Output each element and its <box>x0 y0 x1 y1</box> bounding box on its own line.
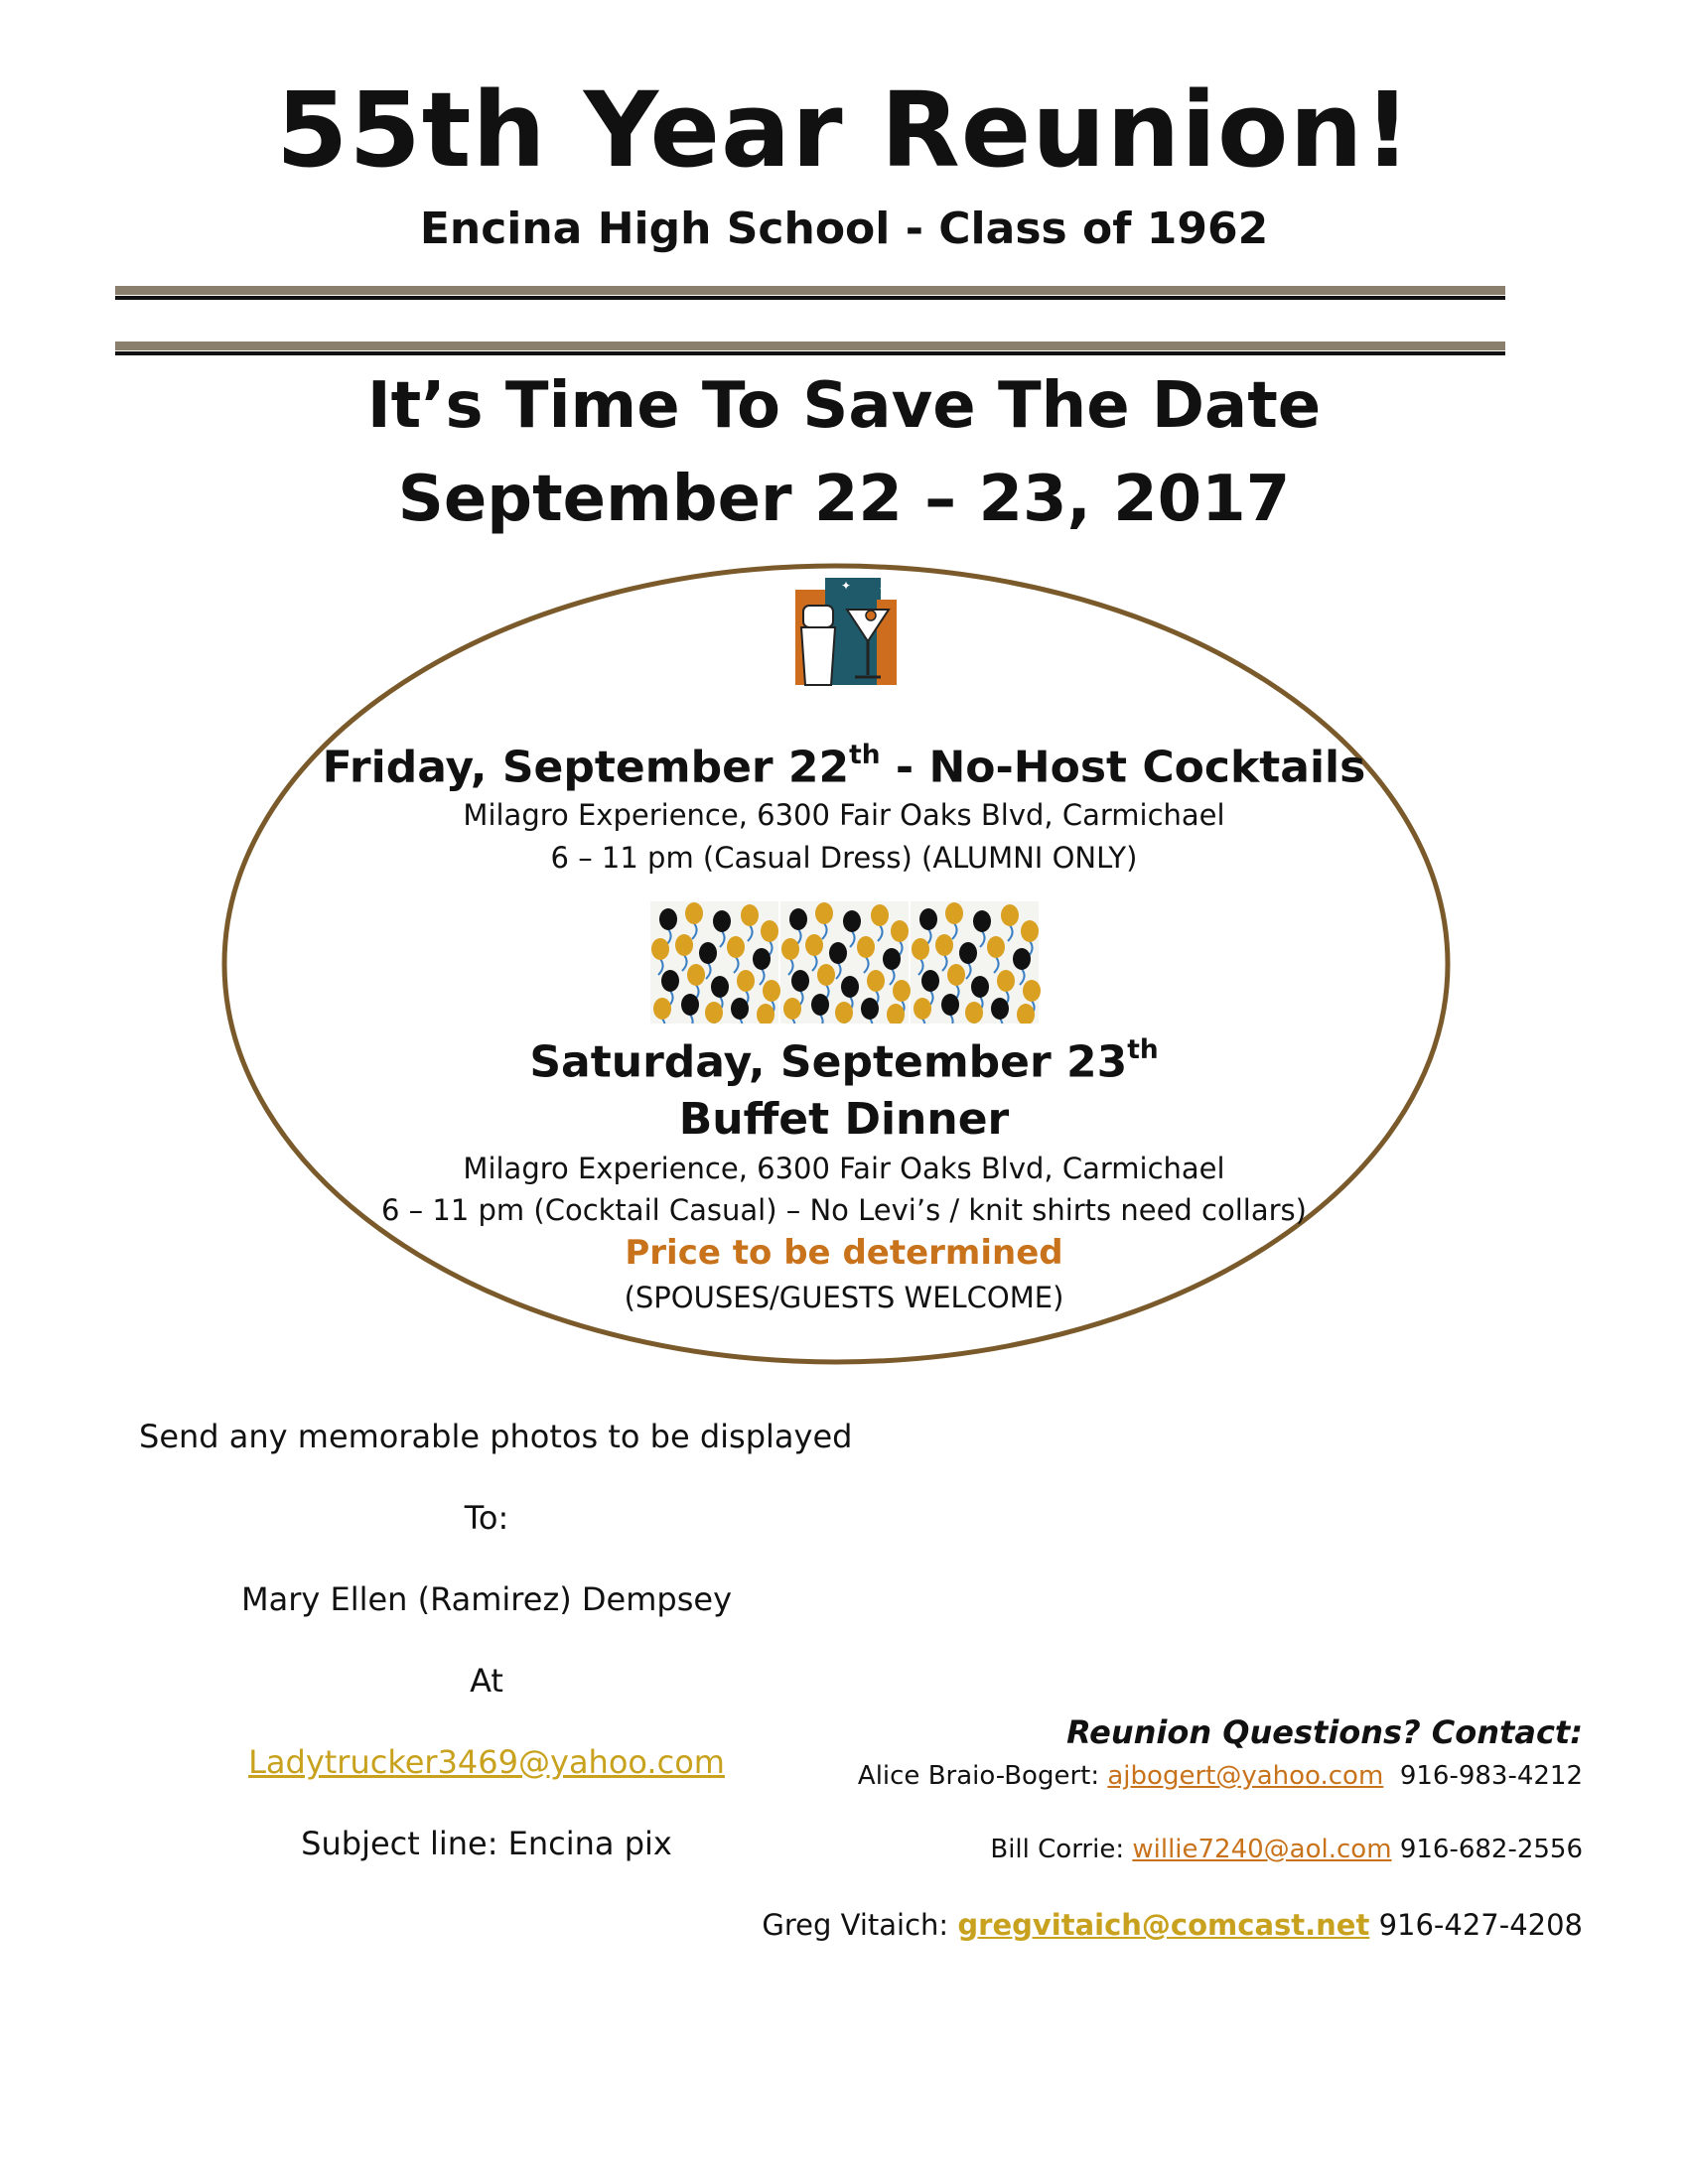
photos-at-label: At <box>470 1662 503 1700</box>
contact-email-link[interactable]: gregvitaich@comcast.net <box>957 1908 1370 1942</box>
friday-time: 6 – 11 pm (Casual Dress) (ALUMNI ONLY) <box>550 841 1138 875</box>
saturday-event-title: Saturday, September 23th <box>529 1034 1159 1088</box>
svg-text:✦: ✦ <box>841 579 852 593</box>
divider-top <box>115 286 1505 300</box>
friday-venue: Milagro Experience, 6300 Fair Oaks Blvd, Carmichael <box>463 798 1225 832</box>
page-subtitle: Encina High School - Class of 1962 <box>419 204 1269 254</box>
photos-to-label: To: <box>464 1499 509 1537</box>
contact-row <box>990 1835 1583 1864</box>
contact-email-link[interactable]: ajbogert@yahoo.com <box>1107 1761 1384 1791</box>
save-the-date-dates: September 22 – 23, 2017 <box>397 463 1291 536</box>
photos-intro: Send any memorable photos to be displayed <box>139 1418 853 1455</box>
contact-name: Greg Vitaich: <box>762 1908 958 1942</box>
photos-recipient-name: Mary Ellen (Ramirez) Dempsey <box>240 1580 732 1618</box>
cocktail-shaker-icon <box>791 576 899 691</box>
photos-subject-line: Subject line: Encina pix <box>301 1825 672 1862</box>
photos-email-link[interactable]: Ladytrucker3469@yahoo.com <box>248 1743 725 1781</box>
contact-phone: 916-682-2556 <box>1399 1835 1583 1864</box>
saturday-guests-note: (SPOUSES/GUESTS WELCOME) <box>624 1281 1064 1314</box>
contact-row <box>762 1908 1583 1942</box>
saturday-event-subtitle: Buffet Dinner <box>678 1094 1010 1145</box>
contact-name: Alice Braio-Bogert: <box>857 1761 1108 1791</box>
save-the-date-heading: It’s Time To Save The Date <box>366 369 1322 443</box>
contact-name: Bill Corrie: <box>990 1835 1133 1864</box>
balloons-image <box>650 901 1041 1024</box>
contact-email-link[interactable]: willie7240@aol.com <box>1132 1835 1392 1864</box>
friday-event-title: Friday, September 22th - No-Host Cocktails <box>322 740 1366 793</box>
divider-bottom <box>115 341 1505 355</box>
contact-row <box>858 1761 1583 1791</box>
contact-phone: 916-983-4212 <box>1399 1761 1583 1791</box>
page-title: 55th Year Reunion! <box>276 69 1412 191</box>
saturday-time: 6 – 11 pm (Cocktail Casual) – No Levi’s / knit shirts need collars) <box>381 1193 1307 1227</box>
contacts-heading: Reunion Questions? Contact: <box>1066 1713 1583 1751</box>
contact-phone: 916-427-4208 <box>1378 1908 1583 1942</box>
saturday-venue: Milagro Experience, 6300 Fair Oaks Blvd, Carmichael <box>463 1152 1225 1185</box>
svg-text:✦: ✦ <box>879 584 888 595</box>
saturday-price: Price to be determined <box>625 1233 1063 1273</box>
